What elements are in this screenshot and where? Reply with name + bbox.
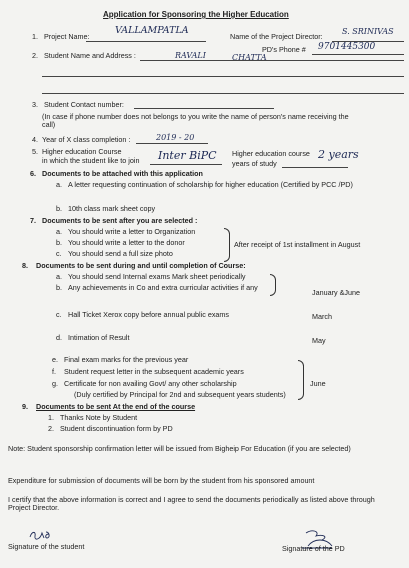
sec8-e: Final exam marks for the previous year	[64, 355, 189, 364]
contact-label: Student Contact number:	[44, 100, 124, 109]
sec8-ab-brace	[270, 274, 276, 296]
sec7-b: You should write a letter to the donor	[68, 238, 185, 247]
project-name-value: VALLAMPATLA	[115, 25, 189, 36]
sec7-brace	[224, 228, 230, 262]
sec8-d-when: May	[312, 336, 326, 345]
form-title: Application for Sponsoring the Higher Education	[103, 10, 289, 19]
sec8-a: You should send Internal exams Mark sheet periodically	[68, 272, 246, 281]
sec8-title: Documents to be sent during and until completion of Course:	[36, 261, 246, 270]
item-number: 1.	[32, 32, 38, 41]
sec8-efg-when: June	[310, 379, 326, 388]
sec8-b: Any achievements in Co and extra curricular activities if any	[68, 283, 258, 292]
director-label: Name of the Project Director:	[230, 32, 323, 41]
contact-line	[134, 108, 274, 109]
sec9-item-1: Thanks Note by Student	[60, 413, 138, 422]
sec9-item-2: Student discontinuation form by PD	[60, 424, 173, 433]
pd-phone-value: 9701445300	[318, 42, 376, 52]
certify-text: I certify that the above information is correct and I agree to send the documents periodically as listed above through Project Director.	[8, 495, 375, 513]
sec6-title: Documents to be attached with this application	[42, 169, 203, 178]
sec8-g2: (Duly certified by Principal for 2nd and subsequent years students)	[74, 390, 286, 399]
student-name-first: RAVALI	[175, 51, 206, 60]
years-line	[282, 167, 348, 168]
course-value: Inter BiPC	[158, 149, 217, 162]
sec8-c: Hall Ticket Xerox copy before annual public exams	[68, 310, 230, 319]
address-line-1	[42, 76, 404, 77]
years-label-2: years of study	[232, 159, 277, 168]
x-year-line	[136, 143, 208, 144]
years-label-1: Higher education course	[232, 149, 310, 158]
course-label-1: Higher education Course	[42, 147, 122, 156]
project-name-label: Project Name:	[44, 32, 90, 41]
pd-phone-line	[312, 54, 404, 55]
sec7-note: After receipt of 1st installment in August	[234, 240, 361, 249]
sec7-a: You should write a letter to Organization	[68, 227, 196, 236]
note-text: Note: Student sponsorship confirmation letter will be issued from Bigheip For Education (if you are selected)	[8, 444, 351, 453]
address-line-2	[42, 93, 404, 94]
sec8-d: Intimation of Result	[68, 333, 130, 342]
contact-note: (In case if phone number does not belongs to you write the name of person's name receiving the call)	[42, 112, 349, 130]
sec8-g: Certificate for non availing Govt/ any other scholarship	[64, 379, 237, 388]
pd-phone-label: PD's Phone #	[262, 45, 306, 54]
sec8-c-when: March	[312, 312, 332, 321]
sec6-a: A letter requesting continuation of scholarship for higher education (Certified by PCC /PD)	[68, 180, 353, 189]
sec8-efg-brace	[298, 360, 304, 400]
x-year-label: Year of X class completion :	[42, 135, 131, 144]
course-line	[150, 164, 222, 165]
sig-pd-label: Signature of the PD	[282, 544, 345, 553]
sec7-title: Documents to be sent after you are selected :	[42, 216, 198, 225]
sec7-c: You should send a full size photo	[68, 249, 173, 258]
student-signature-mark	[28, 528, 54, 542]
years-value: 2 years	[318, 148, 359, 161]
project-name-line	[86, 41, 206, 42]
sec9-title: Documents to be sent At the end of the course	[36, 402, 196, 411]
x-year-value: 2019 - 20	[156, 133, 195, 142]
student-name-last: CHATTA	[232, 53, 267, 62]
course-label-2: in which the student like to join	[42, 156, 140, 165]
student-label: Student Name and Address :	[44, 51, 136, 60]
expenditure-text: Expenditure for submission of documents will be born by the student from his sponsored amount	[8, 476, 315, 485]
sig-student-label: Signature of the student	[8, 542, 85, 551]
sec8-f: Student request letter in the subsequent academic years	[64, 367, 244, 376]
application-form-page: Application for Sponsoring the Higher Education 1. Project Name: VALLAMPATLA Name of the Project Director: S. SRINIVAS PD's Phone # 9701445300 2. Student Name and Address : RAVALI CHATTA 3. Student Contact number: (In case if phone number does not belongs to you write the name of person's name receiving the call) 4. Year of X class completion : 2019 - 20 5. Higher education Course in which the student like to join Inter BiPC Higher education course years of study 2 years 6. Documents to be attached with this application a. A letter requesting continuation of scholarship for higher education (Certified by PCC /PD) b. 10th class mark sheet copy 7. Documents to be sent after you are selected : a. You should write a letter to Organization b. You should write a letter to the donor c. You should send a full size photo After receipt of 1st installment in August 8. Documents to be sent during and until completion of Course: a. You should send Internal exams Mark sheet periodically b. Any achievements in Co and extra curricular activities if any January &June c. Hall Ticket Xerox copy before annual public exams March d. Intimation of Result May e. Final exam marks for the previous year f. Student request letter in the subsequent academic years g. Certificate for non availing Govt/ any other scholarship (Duly certified by Principal for 2nd and subsequent years students) June 9. Documents to be sent At the end of the course 1. Thanks Note by Student 2. Student discontinuation form by PD Note: Student sponsorship confirmation letter will be issued from Bigheip For Education (if you are selected) Expenditure for submission of documents will be born by the student from his sponsored amount I certify that the above information is correct and I agree to send the documents periodically as listed above through Project Director. Signature of the student Signature of the PD	[0, 0, 409, 568]
sec8-ab-when: January &June	[312, 288, 360, 297]
director-value: S. SRINIVAS	[342, 27, 394, 36]
sec6-b: 10th class mark sheet copy	[68, 204, 156, 213]
